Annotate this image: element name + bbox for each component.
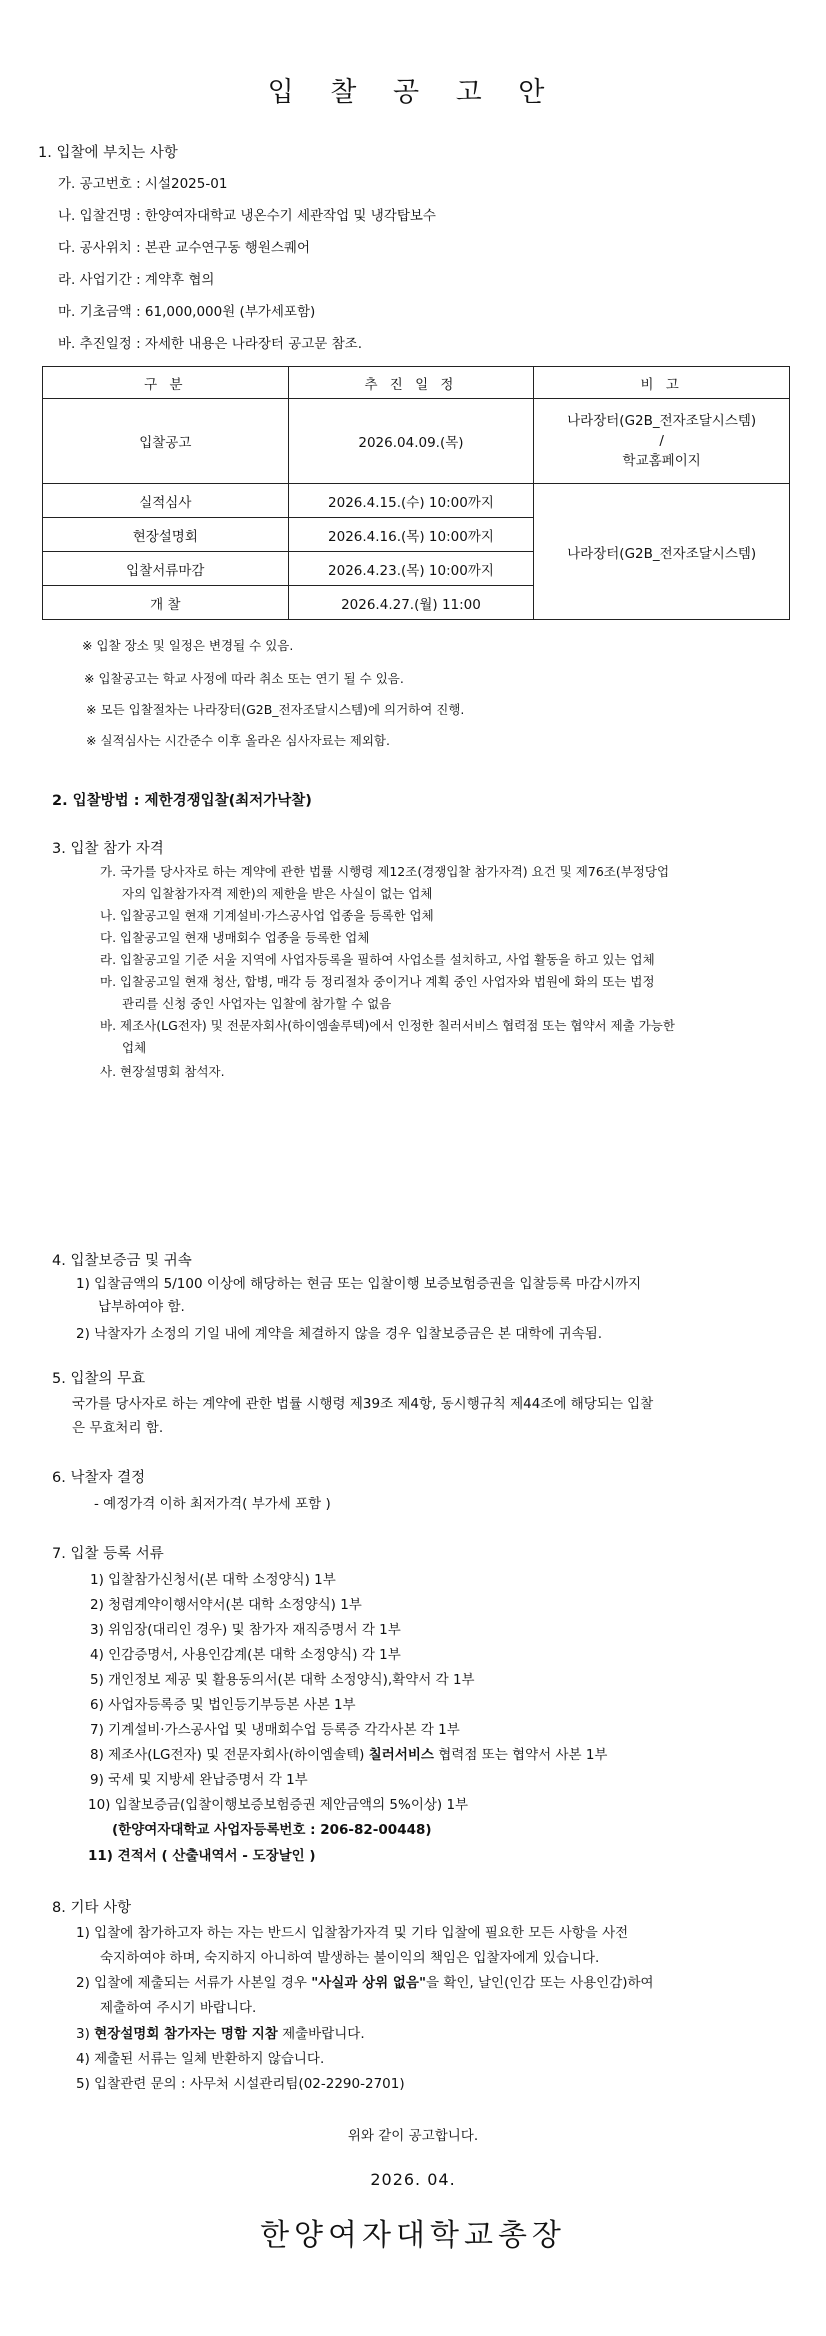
s7-item: 5) 개인정보 제공 및 활용동의서(본 대학 소정양식),확약서 각 1부 [90,1672,475,1688]
table-cell-date: 2026.04.09.(목) [288,399,534,484]
note: ※ 모든 입찰절차는 나라장터(G2B_전자조달시스템)에 의거하여 진행. [86,702,465,717]
s3-item: 바. 제조사(LG전자) 및 전문자회사(하이엠솔루텍)에서 인정한 칠러서비스 협력점 또는 협약서 제출 가능한 [100,1018,675,1033]
s5-line: 국가를 당사자로 하는 계약에 관한 법률 시행령 제39조 제4항, 동시행규칙 제44조에 해당되는 입찰 [72,1396,654,1412]
table-cell-remarks [534,399,790,484]
table-cell-label: 실적심사 [43,484,289,518]
section-2-heading: 2. 입찰방법 : 제한경쟁입찰(최저가낙찰) [52,793,312,809]
note: ※ 입찰 장소 및 일정은 변경될 수 있음. [82,638,294,653]
s7-item-11: 11) 견적서 ( 산출내역서 - 도장날인 ) [88,1848,316,1864]
s7-item: 2) 청렴계약이행서약서(본 대학 소정양식) 1부 [90,1597,362,1613]
table-header-schedule: 추 진 일 정 [288,367,534,399]
s3-item: 마. 입찰공고일 현재 청산, 합병, 매각 등 정리절차 중이거나 계획 중인 사업자와 법원에 화의 또는 법정 [100,974,655,989]
table-cell-label: 입찰서류마감 [43,552,289,586]
section-7-heading: 7. 입찰 등록 서류 [52,1546,164,1562]
section-3-heading: 3. 입찰 참가 자격 [52,841,164,857]
s3-item: 사. 현장설명회 참석자. [100,1064,225,1079]
s7-item8-bold: 칠러서비스 [368,1747,434,1763]
note: ※ 입찰공고는 학교 사정에 따라 취소 또는 연기 될 수 있음. [84,671,404,686]
table-cell-remarks-merged: 나라장터(G2B_전자조달시스템) [534,484,790,620]
section-5-heading: 5. 입찰의 무효 [52,1371,146,1387]
signature-president: 한양여자대학교총장 [260,2218,566,2253]
document-title: 입 찰 공 고 안 [267,77,559,108]
section-8-heading: 8. 기타 사항 [52,1900,132,1916]
s8-item: 4) 제출된 서류는 일체 반환하지 않습니다. [76,2051,325,2067]
table-cell-date: 2026.4.27.(월) 11:00 [288,586,534,620]
s3-item: 가. 국가를 당사자로 하는 계약에 관한 법률 시행령 제12조(경쟁입찰 참가자격) 요건 및 제76조(부정당업 [100,864,670,879]
schedule-table [42,366,790,620]
table-header-remarks: 비 고 [534,367,790,399]
s8-item-3 [76,2022,365,2042]
table-cell-label: 입찰공고 [43,399,289,484]
section-1-heading: 1. 입찰에 부치는 사항 [38,145,178,161]
s3-item: 다. 입찰공고일 현재 냉매회수 업종을 등록한 업체 [100,930,370,945]
table-row [43,484,790,518]
s3-item-cont: 업체 [122,1040,147,1055]
s8-item: 1) 입찰에 참가하고자 하는 자는 반드시 입찰참가자격 및 기타 입찰에 필요한 모든 사항을 사전 [76,1925,629,1941]
s7-item8-pre: 8) 제조사(LG전자) 및 전문자회사(하이엠솔텍) [90,1747,369,1763]
s7-item: 7) 기계설비·가스공사업 및 냉매회수업 등록증 각각사본 각 1부 [90,1722,460,1738]
closing-statement: 위와 같이 공고합니다. [347,2128,479,2144]
s8-item3-post: 제출바랍니다. [277,2026,365,2042]
s7-item: 1) 입찰참가신청서(본 대학 소정양식) 1부 [90,1572,336,1588]
section-4-heading: 4. 입찰보증금 및 귀속 [52,1253,192,1269]
s5-line: 은 무효처리 함. [72,1420,164,1436]
s7-registration-no: (한양여자대학교 사업자등록번호 : 206-82-00448) [112,1822,432,1838]
s8-item: 5) 입찰관련 문의 : 사무처 시설관리팀(02-2290-2701) [76,2076,405,2092]
s4-item-cont: 납부하여야 함. [98,1299,185,1315]
s1-item-schedule: 바. 추진일정 : 자세한 내용은 나라장터 공고문 참조. [58,336,362,352]
table-row [43,399,790,484]
s7-item-8 [90,1743,607,1763]
s3-item-cont: 자의 입찰참가자격 제한)의 제한을 받은 사실이 없는 업체 [122,886,433,901]
table-cell-label: 개 찰 [43,586,289,620]
s8-item-cont: 제출하여 주시기 바랍니다. [100,2000,257,2016]
s3-item-cont: 관리를 신청 중인 사업자는 입찰에 참가할 수 없음 [122,996,392,1011]
s1-item-period: 라. 사업기간 : 계약후 협의 [58,272,215,288]
s8-item2-pre: 2) 입찰에 제출되는 서류가 사본일 경우 [76,1975,312,1991]
s8-item-cont: 숙지하여야 하며, 숙지하지 아니하여 발생하는 불이익의 책임은 입찰자에게 있습니다. [100,1950,600,1966]
s4-item: 1) 입찰금액의 5/100 이상에 해당하는 현금 또는 입찰이행 보증보험증권을 입찰등록 마감시까지 [76,1276,642,1292]
s8-item2-bold: "사실과 상위 없음" [311,1975,426,1991]
remark-line: 학교홈페이지 [622,453,701,469]
s7-item: 10) 입찰보증금(입찰이행보증보험증권 제안금액의 5%이상) 1부 [88,1797,469,1813]
s1-item-bid-name: 나. 입찰건명 : 한양여자대학교 냉온수기 세관작업 및 냉각탑보수 [58,208,436,224]
table-cell-date: 2026.4.16.(목) 10:00까지 [288,518,534,552]
s4-item: 2) 낙찰자가 소정의 기일 내에 계약을 체결하지 않을 경우 입찰보증금은 본 대학에 귀속됨. [76,1326,603,1342]
s1-item-base-amount: 마. 기초금액 : 61,000,000원 (부가세포함) [58,304,316,320]
table-cell-date: 2026.4.15.(수) 10:00까지 [288,484,534,518]
s7-item8-post: 협력점 또는 협약서 사본 1부 [433,1747,608,1763]
s6-line: - 예정가격 이하 최저가격( 부가세 포함 ) [94,1496,331,1512]
table-cell-label: 현장설명회 [43,518,289,552]
section-6-heading: 6. 낙찰자 결정 [52,1470,146,1486]
s7-item: 9) 국세 및 지방세 완납증명서 각 1부 [90,1772,308,1788]
table-header-row [43,367,790,399]
s8-item2-post: 을 확인, 날인(인감 또는 사용인감)하여 [425,1975,654,1991]
s8-item3-bold: 현장설명회 참가자는 명함 지참 [94,2026,278,2042]
announcement-date: 2026. 04. [370,2170,456,2189]
table-header-category: 구 분 [43,367,289,399]
s1-item-announcement-no: 가. 공고번호 : 시설2025-01 [58,176,228,192]
remark-line: / [659,433,664,449]
s8-item3-pre: 3) [76,2026,95,2042]
s8-item-2 [76,1971,654,1991]
table-cell-date: 2026.4.23.(목) 10:00까지 [288,552,534,586]
s1-item-location: 다. 공사위치 : 본관 교수연구동 행원스퀘어 [58,240,310,256]
s3-item: 나. 입찰공고일 현재 기계설비·가스공사업 업종을 등록한 업체 [100,908,434,923]
s7-item: 6) 사업자등록증 및 법인등기부등본 사본 1부 [90,1697,356,1713]
s3-item: 라. 입찰공고일 기준 서울 지역에 사업자등록을 필하여 사업소를 설치하고, 사업 활동을 하고 있는 업체 [100,952,655,967]
s7-item: 3) 위임장(대리인 경우) 및 참가자 재직증명서 각 1부 [90,1622,401,1638]
s7-item: 4) 인감증명서, 사용인감계(본 대학 소정양식) 각 1부 [90,1647,401,1663]
note: ※ 실적심사는 시간준수 이후 올라온 심사자료는 제외함. [86,733,390,748]
remark-line: 나라장터(G2B_전자조달시스템) [567,413,757,429]
